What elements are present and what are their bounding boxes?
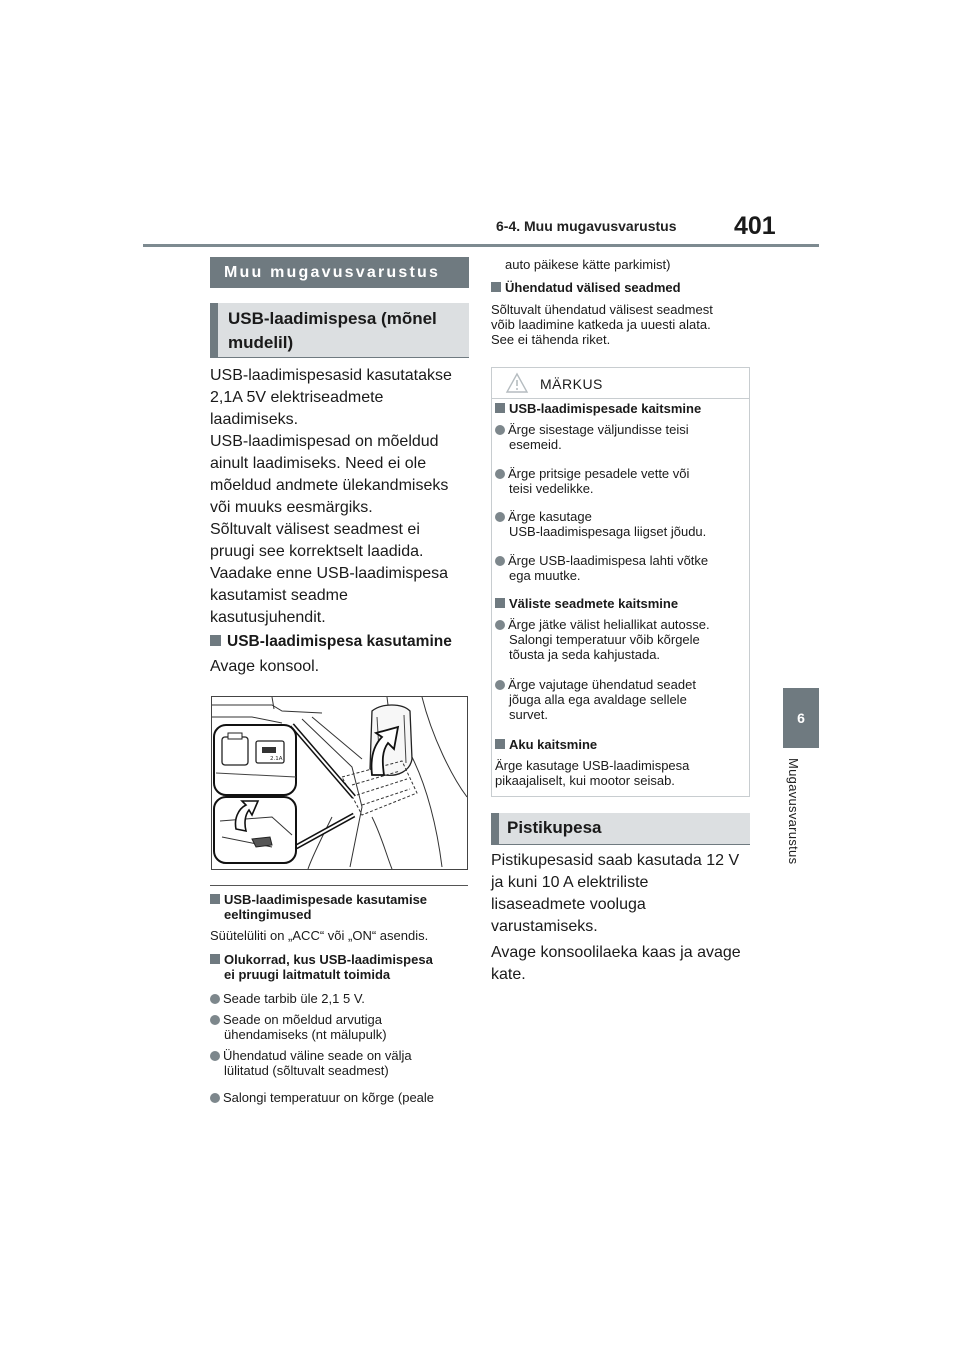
usb-use-heading [210, 633, 452, 651]
battery-heading-text: Aku kaitsmine [509, 737, 598, 752]
text-line: Ärge kasutage USB-laadimispesa [495, 758, 690, 773]
square-bullet-icon [210, 635, 221, 646]
subheading-rule [491, 844, 750, 845]
intro-line: kasutusjuhendit. [210, 609, 326, 626]
list-item [210, 1012, 484, 1042]
list-item-text: Ärge sisestage väljundisse teisi [508, 422, 689, 437]
console-usb-illustration [211, 696, 468, 870]
text-line: See ei tähenda riket. [491, 332, 611, 347]
text-line: Avage konsoolilaeka kaas ja avage [491, 944, 741, 961]
list-item [495, 553, 759, 583]
square-bullet-icon [495, 739, 505, 749]
usb-protect-heading-text: USB-laadimispesade kaitsmine [509, 401, 702, 416]
usb-subheading-line1: USB-laadimispesa (mõnel [228, 309, 437, 328]
text-line: pikaajaliselt, kui mootor seisab. [495, 773, 675, 788]
warning-icon [505, 372, 529, 394]
list-item [495, 617, 759, 662]
square-bullet-icon [491, 282, 501, 292]
list-item-text: lülitatud (sõltuvalt seadmest) [224, 1063, 389, 1078]
intro-line: Vaadake enne USB-laadimispesa [210, 565, 449, 582]
chapter-label: Mugavusvarustus [786, 758, 801, 865]
text-line: varustamiseks. [491, 918, 598, 935]
text-line: Sõltuvalt ühendatud välisest seadmest [491, 302, 713, 317]
list-item [495, 677, 759, 722]
bullet-dot-icon [495, 425, 505, 435]
bullet-dot-icon [210, 1015, 220, 1025]
list-item-text: Ärge kasutage [508, 509, 592, 524]
list-item [210, 991, 484, 1006]
situations-heading [210, 952, 484, 982]
usb-protect-heading [495, 401, 701, 416]
connected-devices-heading [491, 280, 681, 295]
text-line: Pistikupesasid saab kasutada 12 V [491, 852, 740, 869]
subheading-rule [210, 357, 469, 358]
list-item [210, 1090, 484, 1105]
list-item-text: Seade on mõeldud arvutiga [223, 1012, 383, 1027]
section-title: 6-4. Muu mugavusvarustus [496, 218, 677, 234]
intro-line: laadimiseks. [210, 411, 299, 428]
square-bullet-icon [495, 403, 505, 413]
text-line: võib laadimine katkeda ja uuesti alata. [491, 317, 711, 332]
list-item-text: Ärge pritsige pesadele vette või [508, 466, 690, 481]
list-item-text: Ärge jätke välist heliallikat autosse. [508, 617, 710, 632]
main-section-title: Muu mugavusvarustus [210, 257, 469, 288]
notice-title: MÄRKUS [540, 376, 603, 392]
square-bullet-icon [495, 598, 505, 608]
intro-line: kasutamist seadme [210, 587, 348, 604]
list-item-text: Salongi temperatuur on kõrge (peale [223, 1090, 435, 1105]
chapter-tab[interactable]: 6 [783, 688, 819, 748]
intro-line: USB-laadimispesad on mõeldud [210, 433, 439, 450]
page-number: 401 [734, 212, 776, 240]
list-item-text: Ärge vajutage ühendatud seadet [508, 677, 696, 692]
socket-subheading: Pistikupesa [491, 813, 750, 845]
usb-port-label: 2.1A [270, 756, 283, 762]
list-item [210, 1048, 484, 1078]
list-item-text: Ühendatud väline seade on välja [223, 1048, 412, 1063]
list-item-text: Seade tarbib üle 2,1 5 V. [223, 991, 365, 1006]
socket-open-text [491, 942, 753, 986]
conditions-heading [210, 892, 484, 922]
connected-devices-heading-text: Ühendatud välised seadmed [505, 280, 681, 295]
intro-line: pruugi see korrektselt laadida. [210, 543, 424, 560]
square-bullet-icon [210, 954, 220, 964]
socket-text [491, 850, 753, 938]
bullet-dot-icon [495, 620, 505, 630]
intro-line: USB-laadimispesasid kasutatakse [210, 367, 452, 384]
usb-use-heading-text: USB-laadimispesa kasutamine [227, 633, 452, 650]
usb-subheading [210, 303, 469, 358]
list-item-text: tõusta ja seda kahjustada. [509, 647, 661, 662]
header-rule [143, 244, 819, 247]
ext-protect-heading-text: Väliste seadmete kaitsmine [509, 596, 679, 611]
usb-use-text: Avage konsool. [210, 658, 320, 675]
figure-rule [210, 885, 468, 886]
list-item [495, 422, 759, 452]
list-item-text: teisi vedelikke. [509, 481, 594, 496]
list-item [495, 509, 759, 539]
list-item-text: USB-laadimispesaga liigset jõudu. [509, 524, 707, 539]
text-line: lisaseadmete vooluga [491, 896, 646, 913]
usb-subheading-line2: mudelil) [228, 333, 294, 352]
conditions-heading-line2: eeltingimused [224, 907, 312, 922]
connected-devices-text [491, 302, 753, 347]
text-line: ja kuni 10 A elektriliste [491, 874, 649, 891]
battery-text [495, 758, 745, 788]
intro-line: mõeldud andmete ülekandmiseks [210, 477, 449, 494]
bullet-dot-icon [210, 1051, 220, 1061]
ext-protect-heading [495, 596, 678, 611]
bullet-dot-icon [210, 994, 220, 1004]
list-item-text: Ärge USB-laadimispesa lahti võtke [508, 553, 709, 568]
list-item-text: esemeid. [509, 437, 562, 452]
conditions-text: Süütelüliti on „ACC“ või „ON“ asendis. [210, 928, 429, 943]
conditions-heading-line1: USB-laadimispesade kasutamise [224, 892, 428, 907]
list-item-text: Salongi temperatuur võib kõrgele [509, 632, 700, 647]
intro-line: või muuks eesmärgiks. [210, 499, 373, 516]
console-illustration-svg [212, 697, 467, 869]
bullet-dot-icon [495, 512, 505, 522]
bullet-dot-icon [495, 469, 505, 479]
notice-rule [491, 398, 750, 399]
list-item-text: ühendamiseks (nt mälupulk) [224, 1027, 387, 1042]
intro-line: 2,1A 5V elektriseadmete [210, 389, 384, 406]
square-bullet-icon [210, 894, 220, 904]
situations-heading-line2: ei pruugi laitmatult toimida [224, 967, 391, 982]
text-line: kate. [491, 966, 526, 983]
bullet-dot-icon [210, 1093, 220, 1103]
bullet-dot-icon [495, 680, 505, 690]
intro-text [210, 365, 470, 629]
battery-heading [495, 737, 597, 752]
list-item-text: survet. [509, 707, 549, 722]
continued-text: auto päikese kätte parkimist) [505, 257, 671, 272]
situations-heading-line1: Olukorrad, kus USB-laadimispesa [224, 952, 433, 967]
list-item-text: ega muutke. [509, 568, 581, 583]
bullet-dot-icon [495, 556, 505, 566]
intro-line: ainult laadimiseks. Need ei ole [210, 455, 427, 472]
list-item [495, 466, 759, 496]
list-item-text: jõuga alla ega avaldage sellele [509, 692, 687, 707]
intro-line: Sõltuvalt välisest seadmest ei [210, 521, 420, 538]
